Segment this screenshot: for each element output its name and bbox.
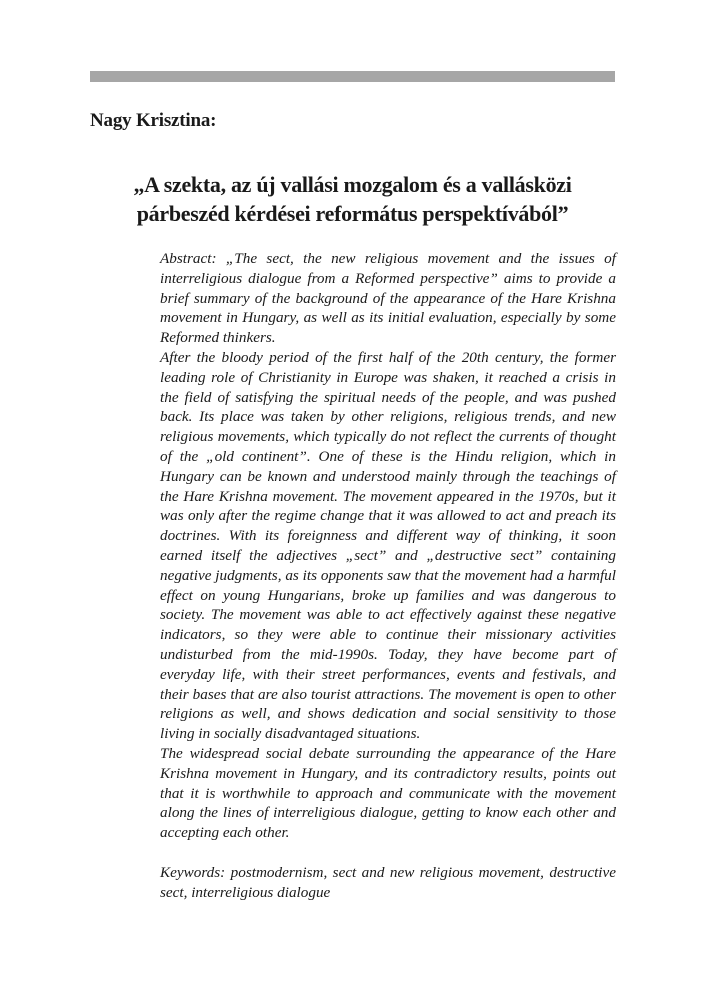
article-title: [90, 170, 615, 228]
header-rule: [90, 71, 615, 82]
abstract-block: [160, 249, 616, 902]
abstract-conclusion-paragraph: The widespread social debate surrounding the appearance of the Hare Krishna movement in Hungary, and its contradictory results, points out that it is worthwhile to approach and communicate with the movement along the lines of interreligious dialogue, getting to know each other and accepting each other.: [160, 744, 616, 842]
title-line-1: „A szekta, az új vallási mozgalom és a vallásközi: [133, 172, 572, 197]
abstract-body-paragraph: After the bloody period of the first half of the 20th century, the former leading role of Christianity in Europe was shaken, it reached a crisis in the field of satisfying the spiritual needs of the people, and was pushed back. Its place was taken by other religions, religious trends, and new religious movements, which typically do not reflect the currents of thought of the „old continent”. One of these is the Hindu religion, which in Hungary can be known and understood mainly through the teachings of the Hare Krishna movement. The movement appeared in the 1970s, but it was only after the regime change that it was allowed to act and preach its doctrines. With its foreignness and different way of thinking, it soon earned itself the adjectives „sect” and „destructive sect” containing negative judgments, as its opponents saw that the movement had a harmful effect on young Hungarians, broke up families and was dangerous to society. The movement was able to act effectively against these negative indicators, so they were able to continue their missionary activities undisturbed from the mid-1990s. Today, they have become part of everyday life, with their street performances, events and festivals, and their bases that are also tourist attractions. The movement is open to other religions as well, and shows dedication and social sensitivity to those living in socially disadvantaged situations.: [160, 348, 616, 743]
keywords: Keywords: postmodernism, sect and new religious movement, destructive sect, interreligious dialogue: [160, 863, 616, 901]
author-name: Nagy Krisztina:: [90, 110, 217, 131]
title-line-2: párbeszéd kérdései református perspektívából”: [136, 201, 569, 226]
abstract-intro-paragraph: Abstract: „The sect, the new religious movement and the issues of interreligious dialogue from a Reformed perspective” aims to provide a brief summary of the background of the appearance of the Hare Krishna movement in Hungary, as well as its initial evaluation, especially by some Reformed thinkers.: [160, 250, 616, 347]
